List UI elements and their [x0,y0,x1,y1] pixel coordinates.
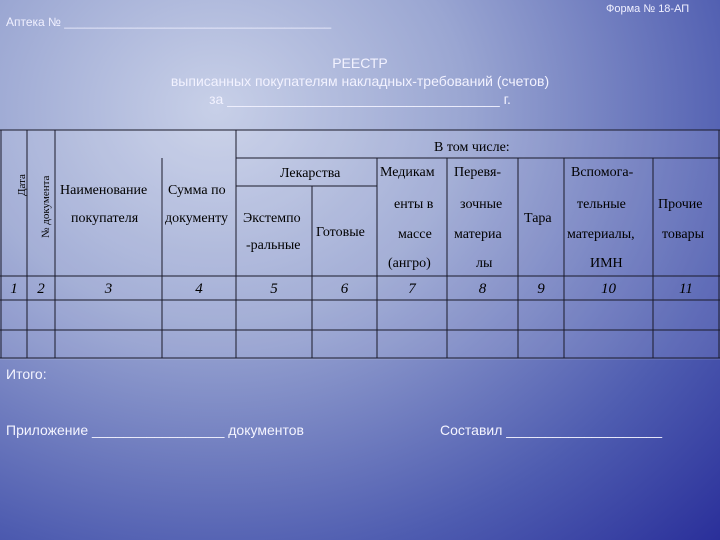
column-number: 6 [340,281,349,297]
document-title: РЕЕСТР [332,55,388,71]
column-auxiliary-header-line1: Вспомога- [571,165,634,180]
column-auxiliary-header-line4: ИМН [590,256,623,271]
column-dressings-header-line4: лы [476,256,493,271]
column-number: 2 [37,281,45,297]
total-label: Итого: [6,366,47,382]
column-auxiliary-header-line3: материалы, [567,227,635,242]
column-buyer-header-line2: покупателя [71,211,139,226]
column-number: 3 [104,281,113,297]
column-number: 11 [679,281,693,297]
column-medicines-bulk-header-line3: массе [398,227,432,242]
column-number: 8 [478,281,487,297]
group-medicines-header: Лекарства [280,166,341,181]
pharmacy-number-field: Аптека № ________________________________________ [6,15,332,29]
group-including-header: В том числе: [434,140,510,155]
column-doc-number-header: № документа [40,175,52,238]
column-extemporal-header-line1: Экстемпо [243,211,301,226]
column-number: 9 [537,281,545,297]
column-dressings-header-line3: материа [454,227,502,242]
column-tara-header: Тара [524,211,552,226]
column-sum-header-line1: Сумма по [168,183,226,198]
column-auxiliary-header-line2: тельные [577,197,626,212]
column-number: 1 [10,281,18,297]
column-number: 7 [408,281,416,297]
column-extemporal-header-line2: -ральные [246,238,301,253]
column-ready-header: Готовые [316,225,365,240]
period-field: за ___________________________________ г. [209,91,511,107]
column-other-header-line1: Прочие [658,197,703,212]
column-other-header-line2: товары [662,227,704,242]
column-number: 10 [601,281,616,297]
appendix-documents-field: Приложение _________________ документов [6,422,304,438]
column-medicines-bulk-header-line2: енты в [394,197,434,212]
column-dressings-header-line1: Перевя- [454,165,502,180]
compiled-by-field: Составил ____________________ [440,422,662,438]
column-sum-header-line2: документу [165,211,229,226]
column-buyer-header-line1: Наименование [60,183,148,198]
form-number: Форма № 18-АП [606,3,690,15]
column-medicines-bulk-header-line1: Медикам [380,165,435,180]
document-subtitle: выписанных покупателям накладных-требований (счетов) [170,73,550,89]
column-number: 5 [270,281,278,297]
column-number: 4 [195,281,203,297]
column-date-header: Дата [16,174,28,196]
column-medicines-bulk-header-line4: (ангро) [388,256,431,271]
column-dressings-header-line2: зочные [460,197,503,212]
